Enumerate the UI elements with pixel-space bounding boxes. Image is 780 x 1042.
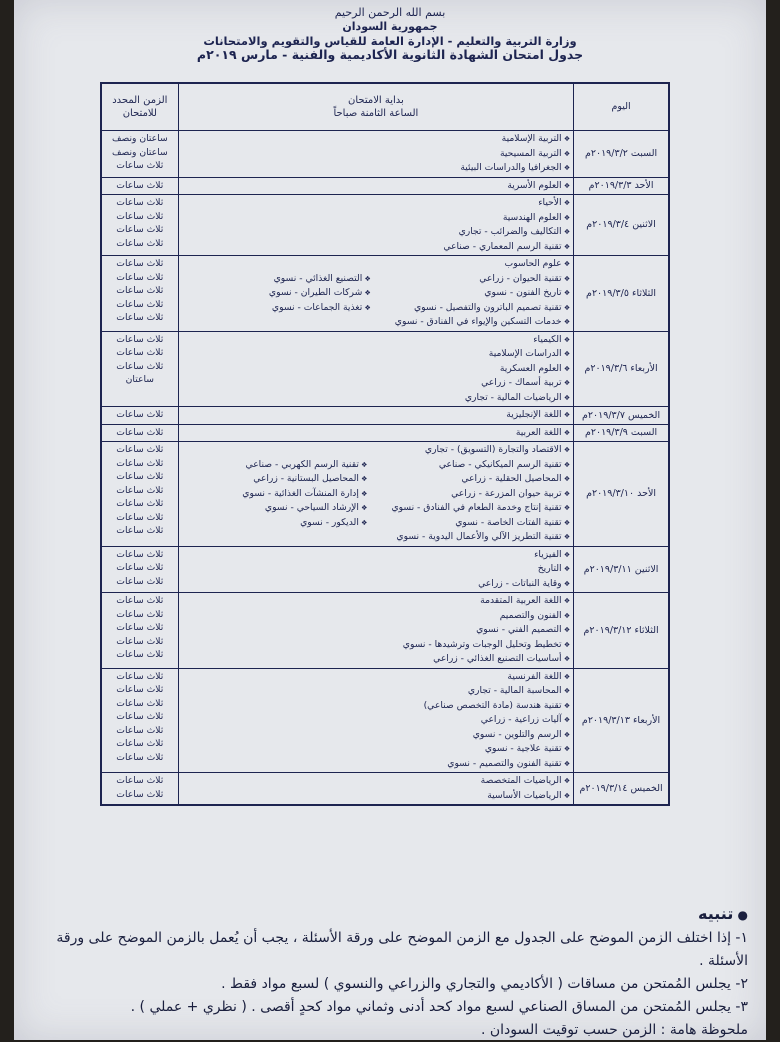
subject-item: ❖ العلوم الأسرية <box>507 179 570 194</box>
ministry-name: وزارة التربية والتعليم - الإدارة العامة للقياس والتقويم والامتحانات <box>203 34 577 48</box>
exam-durations <box>101 177 178 195</box>
subject-item: ❖ الرياضيات الأساسية <box>481 789 570 804</box>
subject-item: ❖ الفنون والتصميم <box>403 609 570 624</box>
subject-item-secondary: ❖ شركات الطيران - نسوي <box>182 286 371 301</box>
subject-item: ❖ التاريخ <box>478 562 570 577</box>
exam-subjects <box>178 593 573 669</box>
exam-subjects <box>178 131 573 178</box>
subject-item: ❖ تقنية تصميم الباترون والتفصيل - نسوي <box>395 301 570 316</box>
subject-item: ❖ الرياضيات المتخصصة <box>481 774 570 789</box>
duration-item: ثلاث ساعات <box>116 285 164 296</box>
duration-item: ثلاث ساعات <box>116 237 164 249</box>
subject-item: ❖ تربية أسماك - زراعي <box>465 376 570 391</box>
exam-schedule-page <box>14 0 766 1040</box>
col-header-duration <box>101 83 178 131</box>
subject-item: ❖ تقنية علاجية - نسوي <box>424 742 571 757</box>
table-row <box>101 131 669 178</box>
subject-item: ❖ التصميم الفني - نسوي <box>403 623 570 638</box>
exam-durations <box>101 424 178 442</box>
duration-item: ثلاث ساعات <box>116 258 164 269</box>
subject-item: ❖ التكاليف والضرائب - تجاري <box>443 225 570 240</box>
table-row <box>101 195 669 256</box>
subject-item: ❖ الرسم والتلوين - نسوي <box>424 728 571 743</box>
subject-item-secondary: ❖ إدارة المنشآت الغذائية - نسوي <box>182 487 368 502</box>
exam-day: الاثنين ٢٠١٩/٣/٤م <box>574 195 669 256</box>
table-row <box>101 407 669 425</box>
subject-item-secondary: ❖ الديكور - نسوي <box>182 516 368 531</box>
table-row <box>101 442 669 547</box>
subject-item: ❖ التربية المسيحية <box>460 147 570 162</box>
col-header-day: اليوم <box>574 83 669 131</box>
exam-durations <box>101 773 178 806</box>
exam-table-body <box>101 131 669 806</box>
duration-item: ثلاث ساعات <box>116 751 164 763</box>
subject-item: ❖ خدمات التسكين والإيواء في الفنادق - نسوي <box>395 315 570 330</box>
col-header-start-1: بداية الامتحان <box>347 94 404 106</box>
table-row <box>101 331 669 407</box>
duration-item: ثلاث ساعات <box>116 224 164 235</box>
duration-item: ثلاث ساعات <box>116 179 164 191</box>
duration-item: ثلاث ساعات <box>116 622 164 633</box>
subject-item-secondary: ❖ التصنيع الغذائي - نسوي <box>182 272 371 287</box>
duration-item: ثلاث ساعات <box>116 788 164 800</box>
subject-item: ❖ العلوم الهندسية <box>443 211 570 226</box>
duration-item: ثلاث ساعات <box>116 409 164 420</box>
col-header-duration-1: الزمن المحدد <box>112 94 168 106</box>
duration-item: ساعتان <box>125 374 154 385</box>
subject-item: ❖ الجغرافيا والدراسات البيئية <box>460 161 570 176</box>
exam-durations <box>101 256 178 332</box>
subject-item: ❖ تقنية الرسم المعماري - صناعي <box>443 240 570 255</box>
duration-item: ثلاث ساعات <box>116 608 164 620</box>
duration-item: ثلاث ساعات <box>116 511 164 523</box>
subject-item: ❖ اللغة العربية <box>516 426 570 441</box>
page-title: جدول امتحان الشهادة الثانوية الأكاديمية والفنية - مارس ٢٠١٩م <box>196 47 584 62</box>
exam-durations <box>101 668 178 773</box>
exam-durations <box>101 331 178 407</box>
table-row <box>101 256 669 332</box>
document-header <box>14 6 766 62</box>
exam-durations <box>101 131 178 178</box>
duration-item: ثلاث ساعات <box>116 575 164 587</box>
subject-item: ❖ اللغة الفرنسية <box>424 670 571 685</box>
exam-day: الثلاثاء ٢٠١٩/٣/١٢م <box>574 593 669 669</box>
notes-section <box>28 902 748 1042</box>
note-line-1: ١- إذا اختلف الزمن الموضح على الجدول مع الزمن الموضح على ورقة الأسئلة ، يجب أن يُعمل بالزمن الموضح على ورقة الأسئلة . <box>56 930 748 969</box>
duration-item: ثلاث ساعات <box>116 210 164 222</box>
exam-day: الأحد ٢٠١٩/٣/٣م <box>574 177 669 195</box>
exam-subjects <box>178 442 573 547</box>
duration-item: ثلاث ساعات <box>116 312 164 323</box>
duration-item: ثلاث ساعات <box>116 444 164 455</box>
exam-durations <box>101 407 178 425</box>
duration-item: ثلاث ساعات <box>116 525 164 536</box>
subject-item: ❖ تقنية التطريز الآلي والأعمال اليدوية - نسوي <box>391 530 570 545</box>
col-header-start-2: الساعة الثامنة صباحاً <box>333 108 419 119</box>
exam-subjects <box>178 773 573 806</box>
subject-item: ❖ تقنية الفتات الخاصة - نسوي <box>391 516 570 531</box>
duration-item: ثلاث ساعات <box>116 197 164 208</box>
duration-item: ثلاث ساعات <box>116 484 164 496</box>
table-row <box>101 546 669 593</box>
table-row <box>101 773 669 806</box>
exam-day: الخميس ٢٠١٩/٣/٧م <box>574 407 669 425</box>
note-line-4: ملحوظة هامة : الزمن حسب توقيت السودان . <box>480 1022 748 1038</box>
exam-subjects <box>178 546 573 593</box>
duration-item: ثلاث ساعات <box>116 635 164 647</box>
subject-item: ❖ تقنية الفنون والتصميم - نسوي <box>424 757 571 772</box>
duration-item: ثلاث ساعات <box>116 775 164 786</box>
exam-durations <box>101 593 178 669</box>
duration-item: ثلاث ساعات <box>116 347 164 358</box>
exam-durations <box>101 546 178 593</box>
exam-table <box>100 82 670 806</box>
subject-item: ❖ العلوم العسكرية <box>465 362 570 377</box>
subject-item: ❖ المحاسبة المالية - تجاري <box>424 684 571 699</box>
duration-item: ثلاث ساعات <box>116 471 164 482</box>
republic-name: جمهورية السودان <box>342 20 438 33</box>
duration-item: ثلاث ساعات <box>116 271 164 283</box>
exam-subjects <box>178 195 573 256</box>
table-row <box>101 593 669 669</box>
duration-item: ثلاث ساعات <box>116 711 164 722</box>
col-header-start <box>178 83 573 131</box>
table-row <box>101 668 669 773</box>
duration-item: ثلاث ساعات <box>116 426 164 438</box>
exam-day: الأربعاء ٢٠١٩/٣/١٣م <box>574 668 669 773</box>
duration-item: ثلاث ساعات <box>116 160 164 171</box>
exam-day: الاثنين ٢٠١٩/٣/١١م <box>574 546 669 593</box>
exam-day: السبت ٢٠١٩/٣/٩م <box>574 424 669 442</box>
exam-durations <box>101 442 178 547</box>
exam-day: السبت ٢٠١٩/٣/٢م <box>574 131 669 178</box>
subject-item: ❖ تربية حيوان المزرعة - زراعي <box>391 487 570 502</box>
subject-item-secondary: ❖ المحاصيل البستانية - زراعي <box>182 472 368 487</box>
note-line-2: ٢- يجلس المُمتحن من مساقات ( الأكاديمي والتجاري والزراعي والنسوي ) لسبع مواد فقط . <box>221 976 748 992</box>
subject-item: ❖ الفيزياء <box>478 548 570 563</box>
subject-item: ❖ تخطيط وتحليل الوجبات وترشيدها - نسوي <box>403 638 570 653</box>
duration-item: ثلاث ساعات <box>116 649 164 660</box>
subject-item: ❖ الدراسات الإسلامية <box>465 347 570 362</box>
subject-item-secondary: ❖ الإرشاد السياحي - نسوي <box>182 501 368 516</box>
exam-day: الأحد ٢٠١٩/٣/١٠م <box>574 442 669 547</box>
note-line-3: ٣- يجلس المُمتحن من المساق الصناعي لسبع مواد كحد أدنى وثماني مواد كحدٍ أقصى . ( نظري + عملي ) . <box>130 999 748 1015</box>
duration-item: ساعتان ونصف <box>111 133 168 144</box>
subject-item: ❖ تقنية هندسة (مادة التخصص صناعي) <box>424 699 571 714</box>
duration-item: ثلاث ساعات <box>116 562 164 573</box>
duration-item: ثلاث ساعات <box>116 670 164 682</box>
subject-item: ❖ تقنية إنتاج وخدمة الطعام في الفنادق - نسوي <box>391 501 570 516</box>
subject-item: ❖ الرياضيات المالية - تجاري <box>465 391 570 406</box>
duration-item: ثلاث ساعات <box>116 548 164 560</box>
duration-item: ثلاث ساعات <box>116 738 164 749</box>
table-row <box>101 177 669 195</box>
exam-day: الثلاثاء ٢٠١٩/٣/٥م <box>574 256 669 332</box>
subject-item: ❖ اللغة الإنجليزية <box>506 408 570 423</box>
subject-item: ❖ تاريخ الفنون - نسوي <box>395 286 570 301</box>
duration-item: ثلاث ساعات <box>116 724 164 736</box>
duration-item: ثلاث ساعات <box>116 684 164 695</box>
duration-item: ثلاث ساعات <box>116 298 164 310</box>
subject-item: ❖ التربية الإسلامية <box>460 132 570 147</box>
subject-item: ❖ اللغة العربية المتقدمة <box>403 594 570 609</box>
subject-item-secondary: ❖ تغذية الجماعات - نسوي <box>182 301 371 316</box>
duration-item: ثلاث ساعات <box>116 498 164 509</box>
duration-item: ثلاث ساعات <box>116 595 164 606</box>
exam-day: الخميس ٢٠١٩/٣/١٤م <box>574 773 669 806</box>
duration-item: ثلاث ساعات <box>116 697 164 709</box>
subject-item: ❖ تقنية الرسم الميكانيكي - صناعي <box>391 458 570 473</box>
subject-item: ❖ الكيمياء <box>465 333 570 348</box>
duration-item: ثلاث ساعات <box>116 333 164 345</box>
exam-subjects <box>178 331 573 407</box>
subject-item: ❖ تقنية الحيوان - زراعي <box>395 272 570 287</box>
duration-item: ثلاث ساعات <box>116 360 164 372</box>
basmala: بسم الله الرحمن الرحيم <box>334 6 446 19</box>
exam-subjects <box>178 668 573 773</box>
exam-subjects <box>178 256 573 332</box>
notes-title: ● تنبيه <box>28 902 748 927</box>
subject-item: ❖ أساسيات التصنيع الغذائي - زراعي <box>403 652 570 667</box>
exam-subjects <box>178 424 573 442</box>
duration-item: ساعتان ونصف <box>111 146 168 158</box>
subject-item: ❖ علوم الحاسوب <box>395 257 570 272</box>
exam-subjects <box>178 407 573 425</box>
subject-item: ❖ وقاية النباتات - زراعي <box>478 577 570 592</box>
exam-durations <box>101 195 178 256</box>
col-header-duration-2: للامتحان <box>122 108 157 119</box>
subject-item-secondary: ❖ تقنية الرسم الكهربي - صناعي <box>182 458 368 473</box>
duration-item: ثلاث ساعات <box>116 457 164 469</box>
table-row <box>101 424 669 442</box>
subject-item: ❖ المحاصيل الحقلية - زراعي <box>391 472 570 487</box>
subject-item: ❖ الأحياء <box>443 196 570 211</box>
subject-item: ❖ آليات زراعية - زراعي <box>424 713 571 728</box>
exam-day: الأربعاء ٢٠١٩/٣/٦م <box>574 331 669 407</box>
exam-subjects <box>178 177 573 195</box>
subject-item: ❖ الاقتصاد والتجارة (التسويق) - تجاري <box>391 443 570 458</box>
